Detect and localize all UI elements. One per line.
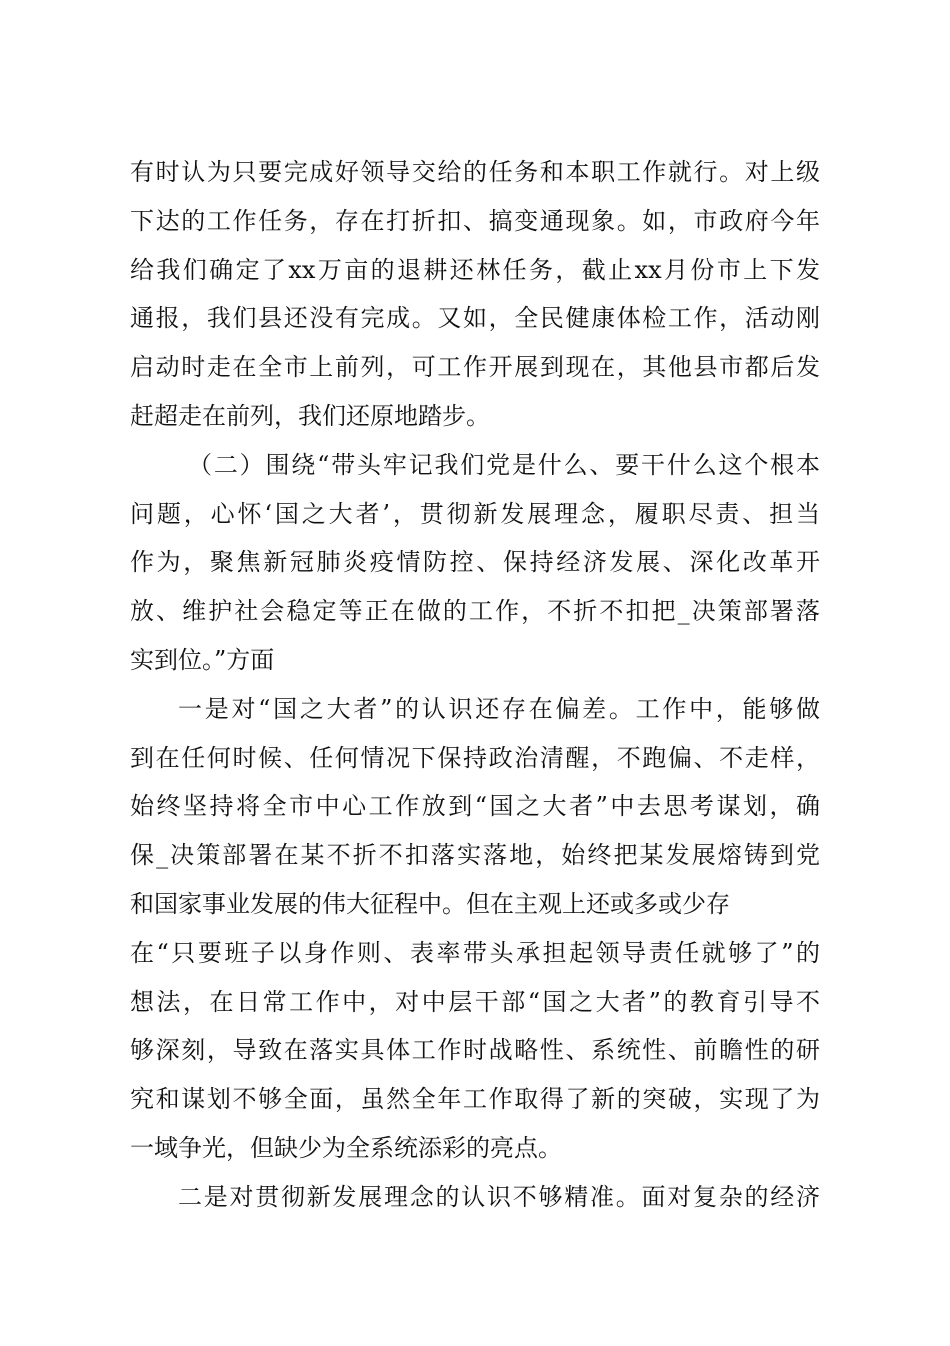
text-line: 想法，在日常工作中，对中层干部“国之大者”的教育引导不 (130, 987, 820, 1016)
section-heading-line: 作为，聚焦新冠肺炎疫情防控、保持经济发展、深化改革开 (130, 548, 820, 577)
text-line: 究和谋划不够全面，虽然全年工作取得了新的突破，实现了为 (130, 1085, 820, 1114)
text-line: 赶超走在前列，我们还原地踏步。 (130, 401, 490, 430)
section-heading-line: 问题，心怀‘国之大者’，贯彻新发展理念，履职尽责、担当 (130, 499, 820, 528)
text-line: 保_决策部署在某不折不扣落实落地，始终把某发展熔铸到党 (130, 841, 820, 870)
text-line: 给我们确定了xx万亩的退耕还林任务，截止xx月份市上下发 (130, 255, 820, 284)
body-text (130, 148, 820, 1222)
text-line: 和国家事业发展的伟大征程中。但在主观上还或多或少存 (130, 889, 730, 918)
section-heading-line: 实到位。”方面 (130, 645, 275, 674)
text-line: 下达的工作任务，存在打折扣、搞变通现象。如，市政府今年 (130, 206, 820, 235)
text-line: 启动时走在全市上前列，可工作开展到现在，其他县市都后发 (130, 353, 820, 382)
section-heading-line: 放、维护社会稳定等正在做的工作，不折不扣把_决策部署落 (130, 597, 820, 626)
text-line: 有时认为只要完成好领导交给的任务和本职工作就行。对上级 (130, 158, 820, 186)
text-line: 二是对贯彻新发展理念的认识不够精准。面对复杂的经济 (178, 1182, 820, 1211)
text-line: 在“只要班子以身作则、表率带头承担起领导责任就够了”的 (130, 938, 820, 967)
section-heading-line: （二）围绕“带头牢记我们党是什么、要干什么这个根本 (188, 450, 820, 479)
text-line: 到在任何时候、任何情况下保持政治清醒，不跑偏、不走样， (130, 743, 820, 772)
text-line: 一是对“国之大者”的认识还存在偏差。工作中，能够做 (178, 694, 820, 723)
text-line: 一域争光，但缺少为全系统添彩的亮点。 (130, 1133, 562, 1162)
text-line: 够深刻，导致在落实具体工作时战略性、系统性、前瞻性的研 (130, 1036, 820, 1065)
text-line: 始终坚持将全市中心工作放到“国之大者”中去思考谋划，确 (130, 792, 820, 821)
text-line: 通报，我们县还没有完成。又如，全民健康体检工作，活动刚 (130, 304, 820, 333)
